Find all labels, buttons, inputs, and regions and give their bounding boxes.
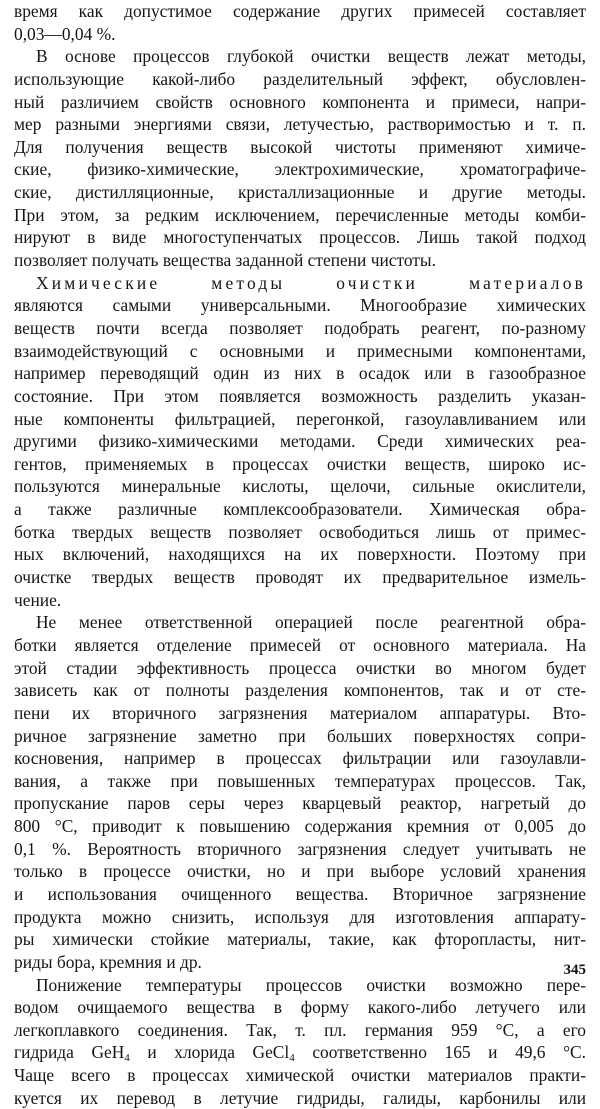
text-line: время как допустимое содержание других примесей составляет — [14, 1, 586, 21]
text-line: позволяет получать вещества заданной степени чистоты. — [14, 250, 436, 271]
text-line: нируют в виде многоступенчатых процессов. Лишь такой подход — [14, 227, 586, 248]
text-line: ных включений, находящихся на их поверхности. Поэтому при — [14, 544, 586, 565]
formula-text: соответственно 165 и 49,6 °С. — [294, 1042, 587, 1063]
paragraph — [14, 974, 586, 1109]
text-line: гентов, применяемых в процессах очистки веществ, широко ис- — [14, 453, 586, 474]
text-line: пользуются минеральные кислоты, щелочи, сильные окислители, — [14, 476, 586, 497]
text-line: ботки является отделение примесей от основного материала. На — [14, 634, 586, 655]
text-line: мер разными энергиями связи, летучестью, растворимостью и т. п. — [14, 114, 586, 135]
paragraph — [14, 611, 586, 973]
subscript: 4 — [289, 1052, 295, 1065]
text-line: взаимодействующий с основными и примесными компонентами, — [14, 340, 586, 361]
text-line: водом очищаемого вещества в форму какого-либо летучего или — [14, 997, 586, 1018]
text-line: веществ почти всегда позволяет подобрать реагент, по-разному — [14, 317, 586, 338]
text-line: пени их вторичного загрязнения материалом аппаратуры. Вто- — [14, 702, 586, 723]
text-line: 0,03—0,04 %. — [14, 23, 116, 44]
text-line: только в процессе очистки, но и при выборе условий хранения — [14, 861, 586, 882]
text-line: Для получения веществ высокой чистоты применяют химиче- — [14, 136, 586, 157]
text-line: риды бора, кремния и др. — [14, 951, 202, 972]
formula-text: гидрида GeH — [14, 1042, 125, 1063]
page-text — [14, 0, 586, 1109]
text-line: состояние. При этом появляется возможность разделить указан- — [14, 385, 586, 406]
text-line: использующие какой-либо разделительный эффект, обусловлен- — [14, 68, 586, 89]
paragraph — [14, 272, 586, 612]
emphasized-lead-line: Химические методы очистки материалов — [36, 272, 586, 293]
text-line: этой стадии эффективность процесса очистки во многом будет — [14, 657, 586, 678]
text-line: являются самыми универсальными. Многообразие химических — [14, 295, 586, 316]
text-line: и использования очищенного вещества. Вторичное загрязнение — [14, 883, 586, 904]
text-line: а также различные комплексообразователи. Химическая обра- — [14, 499, 586, 520]
text-line: Чаще всего в процессах химической очистки материалов практи- — [14, 1065, 586, 1086]
text-line: пропускание паров серы через кварцевый реактор, нагретый до — [14, 793, 586, 814]
text-line: Не менее ответственной операцией после реагентной обра- — [36, 612, 586, 633]
text-line: В основе процессов глубокой очистки веществ лежат методы, — [36, 46, 586, 67]
page-number: 345 — [563, 962, 586, 978]
text-line: например переводящий один из них в осадок или в газообразное — [14, 363, 586, 384]
text-line: 0,1 %. Вероятность вторичного загрязнения следует учитывать не — [14, 838, 586, 859]
text-line: Понижение температуры процессов очистки возможно пере- — [36, 974, 586, 995]
text-line: ботка твердых веществ позволяет освободиться лишь от примес- — [14, 521, 586, 542]
text-line: вания, а также при повышенных температурах процессов. Так, — [14, 770, 586, 791]
text-line: куется их перевод в летучие гидриды, галиды, карбонилы или — [14, 1087, 586, 1108]
text-line: зависеть как от полноты разделения компонентов, так и от сте- — [14, 680, 586, 701]
text-line: 800 °С, приводит к повышению содержания кремния от 0,005 до — [14, 816, 586, 837]
text-line: другими физико-химическими методами. Среди химических реа- — [14, 431, 586, 452]
paragraph — [14, 45, 586, 271]
text-line: продукта можно снизить, используя для изготовления аппарату- — [14, 906, 586, 927]
paragraph — [14, 0, 586, 45]
text-line: ры химически стойкие материалы, такие, как фторопласты, нит- — [14, 929, 586, 950]
text-line: При этом, за редким исключением, перечисленные методы комби- — [14, 204, 586, 225]
formula-text-line — [14, 1041, 586, 1064]
text-line: ские, дистилляционные, кристаллизационные и другие методы. — [14, 182, 586, 203]
subscript: 4 — [124, 1052, 130, 1065]
formula-text: и хлорида GeCl — [129, 1042, 290, 1063]
text-line: чение. — [14, 589, 62, 610]
text-line: ричное загрязнение заметно при больших поверхностях сопри- — [14, 725, 586, 746]
text-line: косновения, например в процессах фильтрации или газоулавли- — [14, 748, 586, 769]
text-line: очистке твердых веществ проводят их предварительное измель- — [14, 567, 586, 588]
text-line: ный различием свойств основного компонента и примеси, напри- — [14, 91, 586, 112]
text-line: ские, физико-химические, электрохимические, хроматографиче- — [14, 159, 586, 180]
text-line: ные компоненты фильтрацией, перегонкой, газоулавливанием или — [14, 408, 586, 429]
text-line: легкоплавкого соединения. Так, т. пл. германия 959 °С, а его — [14, 1019, 586, 1040]
